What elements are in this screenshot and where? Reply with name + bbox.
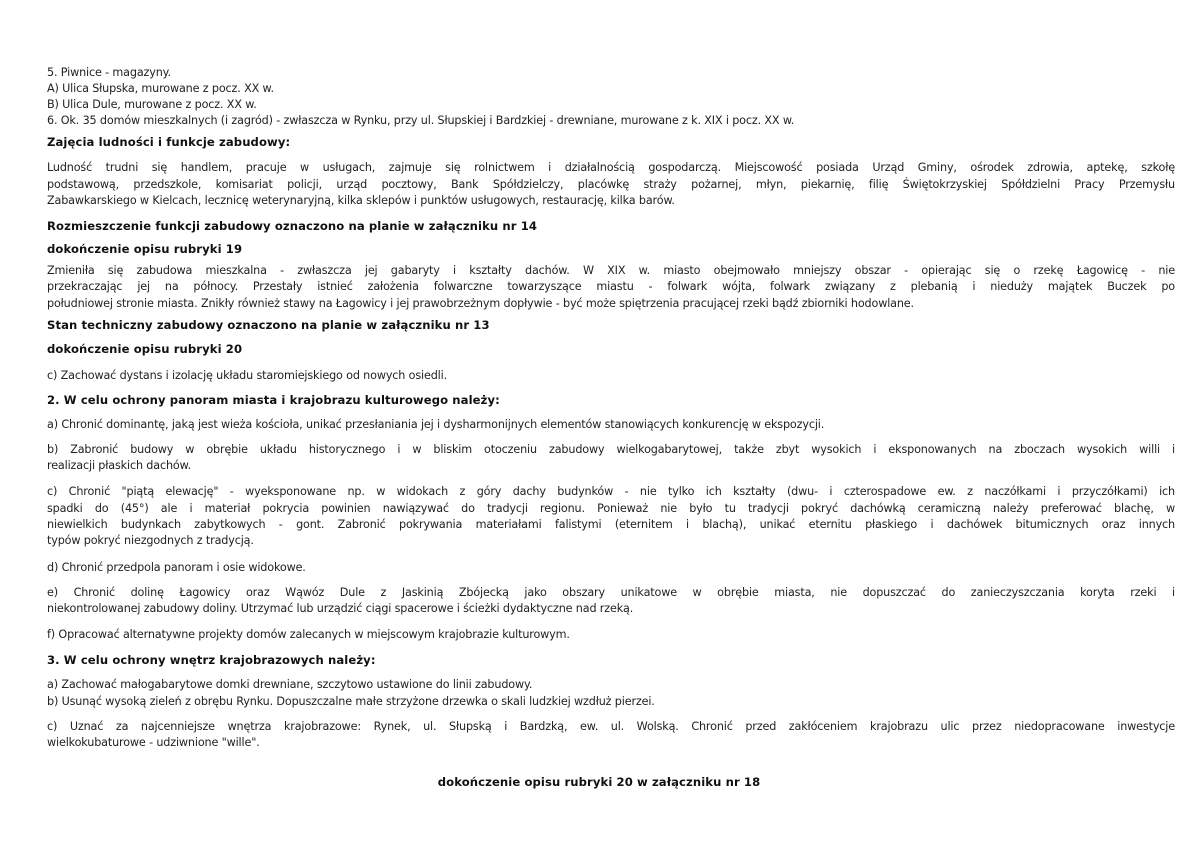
text-line: niekontrolowanej zabudowy doliny. Utrzymać lub urządzić ciągi spacerowe i ścieżki dydaktyczne nad rzeką. [47, 602, 634, 615]
text-line: realizacji płaskich dachów. [47, 459, 191, 472]
text-line: B) Ulica Dule, murowane z pocz. XX w. [47, 98, 257, 111]
footer-note: dokończenie opisu rubryki 20 w załączniku nr 18 [437, 775, 761, 789]
text-line: przekraczając jej na północy. Przestały istnieć założenia folwarczne towarzyszące miastu - folwark wójta, folwark związany z plebanią i nieduży majątek Buczek po [47, 280, 1175, 293]
text-line: 6. Ok. 35 domów mieszkalnych (i zagród) - zwłaszcza w Rynku, przy ul. Słupskiej i Bardzkiej - drewniane, murowane z k. XIX i pocz. XX w. [47, 114, 795, 127]
text-line: typów pokryć niezgodnych z tradycją. [47, 534, 254, 547]
section-heading: Rozmieszczenie funkcji zabudowy oznaczono na planie w załączniku nr 14 [47, 219, 538, 233]
section-heading: dokończenie opisu rubryki 19 [47, 242, 243, 256]
text-line: d) Chronić przedpola panoram i osie widokowe. [47, 561, 306, 574]
text-line: niewielkich budynkach zabytkowych - gont. Zabronić pokrywania materiałami falistymi (eternitem i blachą), unikać eternitu płaskiego i dachówek bitumicznych oraz innych [47, 518, 1175, 531]
section-heading: 3. W celu ochrony wnętrz krajobrazowych należy: [47, 653, 376, 667]
text-line: Zabawkarskiego w Kielcach, lecznicę weterynaryjną, kilka sklepów i punktów usługowych, restaurację, kilka barów. [47, 194, 675, 207]
text-line: wielkokubaturowe - udziwnione "wille". [47, 736, 260, 749]
text-line: podstawową, przedszkole, komisariat policji, urząd pocztowy, Bank Spółdzielczy, placówkę straży pożarnej, młyn, piekarnię, filię Świętokrzyskiej Spółdzielni Pracy Przemysłu [47, 178, 1175, 191]
text-line: spadki do (45°) ale i materiał pokrycia powinien nawiązywać do tradycji regionu. Ponieważ nie było tu tradycji pokryć dachówką ceramiczną należy preferować blachę, w [47, 502, 1175, 515]
text-line: a) Zachować małogabarytowe domki drewniane, szczytowo ustawione do linii zabudowy. [47, 678, 533, 691]
text-line: A) Ulica Słupska, murowane z pocz. XX w. [47, 82, 274, 95]
text-line: b) Zabronić budowy w obrębie układu historycznego i w bliskim otoczeniu zabudowy wielkogabarytowej, także zbyt wysokich i eksponowanych na zboczach wysokich willi i [47, 443, 1175, 456]
text-line: Zmieniła się zabudowa mieszkalna - zwłaszcza jej gabaryty i kształty dachów. W XIX w. miasto obejmowało mniejszy obszar - opierając się o rzekę Łagowicę - nie [47, 264, 1175, 277]
text-line: 5. Piwnice - magazyny. [47, 66, 171, 79]
section-heading: Zajęcia ludności i funkcje zabudowy: [47, 135, 291, 149]
text-line: Ludność trudni się handlem, pracuje w usługach, zajmuje się rolnictwem i działalnością gospodarczą. Miejscowość posiada Urząd Gminy, ośrodek zdrowia, aptekę, szkołę [47, 161, 1175, 174]
text-line: południowej stronie miasta. Znikły również stawy na Łagowicy i jej prawobrzeżnym dopływie - być może spiętrzenia pracującej rzeki bądź zbiorniki hodowlane. [47, 297, 914, 310]
section-heading: 2. W celu ochrony panoram miasta i krajobrazu kulturowego należy: [47, 393, 500, 407]
section-heading: dokończenie opisu rubryki 20 [47, 342, 243, 356]
text-line: c) Uznać za najcenniejsze wnętrza krajobrazowe: Rynek, ul. Słupską i Bardzką, ew. ul. Wolską. Chronić przed zakłóceniem krajobrazu ulic przez niedopracowane inwestycje [47, 720, 1175, 733]
text-line: e) Chronić dolinę Łagowicy oraz Wąwóz Dule z Jaskinią Zbójecką jako obszary unikatowe w obrębie miasta, nie dopuszczać do zanieczyszczania koryta rzeki i [47, 586, 1175, 599]
text-line: f) Opracować alternatywne projekty domów zalecanych w miejscowym krajobrazie kulturowym. [47, 628, 570, 641]
text-line: b) Usunąć wysoką zieleń z obrębu Rynku. Dopuszczalne małe strzyżone drzewka o skali ludzkiej wzdłuż pierzei. [47, 695, 655, 708]
section-heading: Stan techniczny zabudowy oznaczono na planie w załączniku nr 13 [47, 318, 490, 332]
text-line: c) Chronić "piątą elewację" - wyeksponowane np. w widokach z góry dachy budynków - nie tylko ich kształty (dwu- i czterospadowe ew. z naczółkami i przyczółkami) ich [47, 485, 1175, 498]
text-line: c) Zachować dystans i izolację układu staromiejskiego od nowych osiedli. [47, 369, 447, 382]
text-line: a) Chronić dominantę, jaką jest wieża kościoła, unikać przesłaniania jej i dysharmonijnych elementów stanowiących konkurencję w ekspozycji. [47, 418, 825, 431]
